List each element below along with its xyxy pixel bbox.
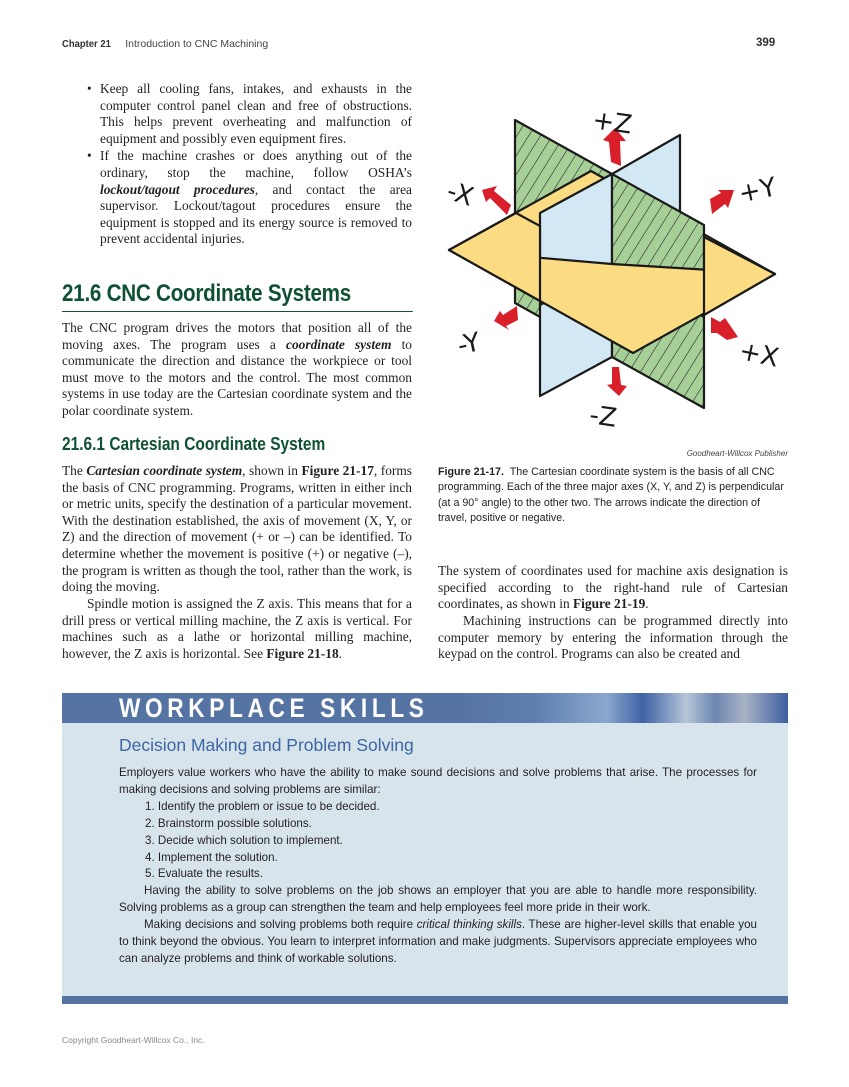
ws-step: 3. Decide which solution to implement. bbox=[145, 833, 343, 847]
ws-step: 2. Brainstorm possible solutions. bbox=[145, 816, 312, 830]
plus-y-label: +Y bbox=[736, 172, 780, 210]
minus-z-arrow-icon bbox=[607, 367, 627, 396]
minus-y-arrow-icon bbox=[494, 306, 518, 330]
copyright-footer: Copyright Goodheart-Willcox Co., Inc. bbox=[62, 1035, 205, 1045]
right-paragraph-1: The system of coordinates used for machine axis designation is specified according to the right-hand rule of Cartesian coordinates, as shown in Figure 21-19. bbox=[438, 563, 788, 612]
bullet-text: If the machine crashes or does anything out of the ordinary, stop the machine, follow OSHA’s bbox=[100, 148, 412, 180]
subsection-paragraph-1: The Cartesian coordinate system, shown in Figure 21-17, forms the basis of CNC programming. Programs, written in either inch or metric units, specify the destination of a particular movement. With the destination established, the axis of movement (X, Y, or Z) and the direction of movement (+ or –) can be identified. To determine whether the movement is positive (+) or negative (–), the program is written as though the tool, rather than the work, is doing the moving. bbox=[62, 463, 413, 595]
page-number: 399 bbox=[756, 37, 776, 49]
chapter-title: Introduction to CNC Machining bbox=[125, 38, 269, 50]
bullet-text: , and contact the area supervisor. Lockout/tagout procedures ensure the equipment is stopped and its energy source is removed to prevent accidental injuries. bbox=[100, 181, 412, 247]
section-title: CNC Coordinate Systems bbox=[106, 280, 351, 307]
subsection-paragraph-2: Spindle motion is assigned the Z axis. This means that for a drill press or vertical milling machine, the Z axis is vertical. For machines such as a lathe or horizontal milling machine, however, the Z axis is horizontal. See Figure 21-18. bbox=[62, 596, 412, 661]
plus-x-label: +X bbox=[736, 336, 782, 374]
plus-z-label: +Z bbox=[590, 105, 634, 141]
ws-intro: Employers value workers who have the ability to make sound decisions and solve problems that arise. The processes for making decisions and solving problems are similar: bbox=[119, 766, 757, 796]
minus-x-arrow-icon bbox=[482, 186, 511, 215]
minus-y-label: -Y bbox=[454, 327, 483, 362]
chapter-label: Chapter 21 bbox=[62, 38, 111, 50]
ws-paragraph-3: Making decisions and solving problems both require critical thinking skills. These are higher-level skills that enable you to think beyond the obvious. You learn to interpret information and make judgments. Supervisors appreciate employees who can analyze problems and think of workable solutions. bbox=[119, 918, 758, 965]
bullet-icon: • bbox=[87, 81, 92, 96]
key-term: coordinate system bbox=[286, 336, 392, 352]
figure-reference[interactable]: Figure 21-19 bbox=[573, 596, 646, 612]
figure-reference[interactable]: Figure 21-18 bbox=[266, 645, 339, 661]
cartesian-coordinate-diagram bbox=[0, 0, 849, 470]
figure-caption-label: Figure 21-17. bbox=[438, 466, 504, 478]
workplace-skills-subtitle: Decision Making and Problem Solving bbox=[119, 735, 414, 755]
section-paragraph: The CNC program drives the motors that position all of the moving axes. The program uses a coordinate system to communicate the direction and distance the workpiece or tool must move to the motors and the control. The most common systems in use today are the Cartesian coordinate system and the polar coordinate system. bbox=[62, 320, 413, 418]
subsection-heading: 21.6.1 Cartesian Coordinate System bbox=[62, 434, 326, 454]
bullet-icon: • bbox=[87, 148, 92, 164]
workplace-skills-bottom-bar bbox=[62, 996, 788, 1004]
ws-paragraph-2: Having the ability to solve problems on the job shows an employer that you are able to handle more responsibility. Solving problems as a group can strengthen the team and help employees feel more pride in their work. bbox=[119, 884, 757, 915]
figure-credit: Goodheart-Willcox Publisher bbox=[686, 449, 788, 458]
plus-x-arrow-icon bbox=[711, 317, 738, 340]
workplace-skills-body bbox=[119, 765, 757, 968]
bullet-text: Keep all cooling fans, intakes, and exhausts in the computer control panel clean and free of obstructions. This helps prevent overheating and malfunction of equipment and possibly even equipment fires. bbox=[100, 81, 412, 146]
workplace-skills-title: WORKPLACE SKILLS bbox=[119, 693, 429, 723]
minus-x-label: -X bbox=[443, 176, 478, 213]
ws-step: 4. Implement the solution. bbox=[145, 850, 278, 864]
section-number: 21.6 bbox=[62, 280, 102, 307]
key-term: critical thinking skills bbox=[416, 918, 522, 932]
minus-z-label: -Z bbox=[587, 400, 619, 434]
figure-caption-text: The Cartesian coordinate system is the basis of all CNC programming. Each of the three major axes (X, Y, and Z) is perpendicular (at a 90° angle) to the other two. The arrows indicate the direction of travel, positive or negative. bbox=[438, 466, 784, 524]
ws-step: 5. Evaluate the results. bbox=[145, 867, 263, 881]
figure-reference[interactable]: Figure 21-17 bbox=[301, 463, 374, 478]
right-paragraph-2: Machining instructions can be programmed directly into computer memory by entering the information through the keypad on the control. Programs can also be created and bbox=[438, 613, 788, 662]
ws-steps-list bbox=[119, 799, 757, 884]
key-term: lockout/tagout procedures bbox=[100, 181, 255, 197]
plus-y-arrow-icon bbox=[710, 190, 734, 214]
key-term: Cartesian coordinate system bbox=[86, 463, 243, 478]
ws-step: 1. Identify the problem or issue to be decided. bbox=[145, 799, 380, 813]
figure-caption bbox=[438, 465, 790, 526]
